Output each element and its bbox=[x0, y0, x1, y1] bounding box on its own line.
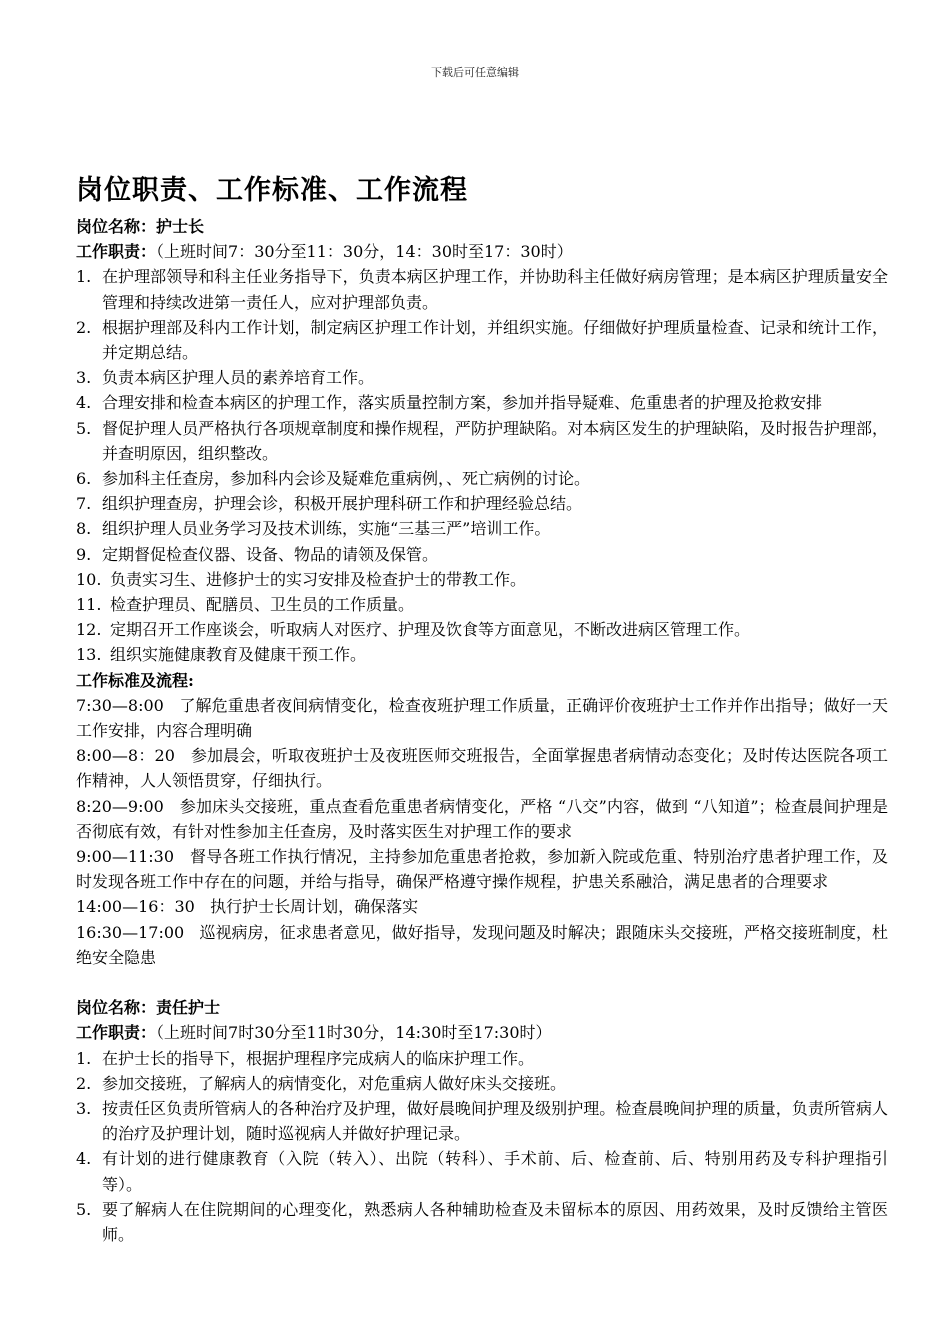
duty-label: 工作职责： bbox=[76, 242, 157, 262]
document-body bbox=[76, 170, 888, 1247]
item-number: 8. bbox=[76, 519, 92, 539]
schedule-time: 7:30—8:00 bbox=[76, 695, 164, 715]
duty-list bbox=[76, 264, 888, 667]
item-text: 合理安排和检查本病区的护理工作，落实质量控制方案，参加并指导疑难、危重患者的护理及抢救安排 bbox=[102, 393, 823, 413]
document-title: 岗位职责、工作标准、工作流程 bbox=[76, 175, 468, 206]
role-line bbox=[76, 995, 888, 1020]
item-text: 参加科主任查房，参加科内会诊及疑难危重病例，、死亡病例的讨论。 bbox=[102, 469, 591, 489]
item-text: 负责实习生、进修护士的实习安排及检查护士的带教工作。 bbox=[110, 569, 527, 589]
duty-item bbox=[76, 1071, 888, 1096]
item-number: 7. bbox=[76, 494, 92, 514]
duty-item bbox=[76, 1197, 888, 1247]
item-text: 检查护理员、配膳员、卫生员的工作质量。 bbox=[110, 595, 415, 615]
schedule-time: 14:00—16：30 bbox=[76, 897, 195, 917]
section-head-nurse bbox=[76, 214, 888, 970]
duty-item bbox=[76, 1046, 888, 1071]
duty-item bbox=[76, 567, 888, 592]
schedule-time: 8:00—8：20 bbox=[76, 746, 175, 766]
item-number: 5. bbox=[76, 1199, 92, 1219]
item-number: 2. bbox=[76, 317, 92, 337]
duty-hours: （上班时间7：30分至11：30分，14：30时至17：30时） bbox=[156, 242, 573, 262]
schedule-entry bbox=[76, 894, 888, 919]
role-name: 护士长 bbox=[156, 217, 205, 236]
item-number: 3. bbox=[76, 1098, 92, 1118]
schedule-text: 执行护士长周计划，确保落实 bbox=[210, 897, 419, 917]
schedule-time: 16:30—17:00 bbox=[76, 922, 185, 942]
schedule-time: 8:20—9:00 bbox=[76, 796, 164, 816]
duty-item bbox=[76, 315, 888, 365]
item-number: 11. bbox=[76, 595, 102, 615]
duty-item bbox=[76, 365, 888, 390]
item-number: 1. bbox=[76, 1048, 92, 1068]
schedule-text: 了解危重患者夜间病情变化，检查夜班护理工作质量，正确评价夜班护士工作并作出指导；做好一天工作安排，内容合理明确 bbox=[76, 695, 888, 741]
item-text: 组织实施健康教育及健康干预工作。 bbox=[110, 645, 367, 665]
role-name: 责任护士 bbox=[156, 998, 221, 1018]
duty-item bbox=[76, 1146, 888, 1196]
duty-item bbox=[76, 264, 888, 314]
duty-list bbox=[76, 1046, 888, 1248]
item-text: 按责任区负责所管病人的各种治疗及护理，做好晨晚间护理及级别护理。检查晨晚间护理的质量，负责所管病人的治疗及护理计划，随时巡视病人并做好护理记录。 bbox=[102, 1098, 888, 1144]
item-number: 6. bbox=[76, 469, 92, 489]
item-text: 要了解病人在住院期间的心理变化，熟悉病人各种辅助检查及未留标本的原因、用药效果，及时反馈给主管医师。 bbox=[102, 1199, 888, 1244]
duty-label: 工作职责： bbox=[76, 1023, 157, 1043]
duty-item bbox=[76, 390, 888, 415]
item-text: 根据护理部及科内工作计划，制定病区护理工作计划，并组织实施。仔细做好护理质量检查、记录和统计工作，并定期总结。 bbox=[102, 317, 888, 363]
item-number: 4. bbox=[76, 393, 92, 413]
item-number: 12. bbox=[76, 620, 102, 640]
role-line bbox=[76, 214, 888, 239]
item-text: 在护理部领导和科主任业务指导下，负责本病区护理工作，并协助科主任做好病房管理；是本病区护理质量安全管理和持续改进第一责任人，应对护理部负责。 bbox=[102, 267, 888, 312]
item-number: 3. bbox=[76, 368, 92, 388]
duty-item bbox=[76, 592, 888, 617]
duty-item bbox=[76, 491, 888, 516]
schedule-entry bbox=[76, 743, 888, 793]
item-text: 参加交接班，了解病人的病情变化，对危重病人做好床头交接班。 bbox=[102, 1073, 567, 1093]
item-number: 4. bbox=[76, 1149, 92, 1169]
item-text: 定期召开工作座谈会，听取病人对医疗、护理及饮食等方面意见，不断改进病区管理工作。 bbox=[110, 620, 751, 640]
duty-item bbox=[76, 617, 888, 642]
item-number: 2. bbox=[76, 1073, 92, 1093]
duty-item bbox=[76, 516, 888, 541]
item-text: 组织护理人员业务学习及技术训练，实施“三基三严”培训工作。 bbox=[102, 519, 551, 539]
item-number: 10. bbox=[76, 569, 102, 589]
header-note: 下载后可任意编辑 bbox=[431, 66, 519, 79]
duty-header-line bbox=[76, 239, 888, 264]
role-label: 岗位名称： bbox=[76, 217, 157, 236]
section-gap bbox=[76, 970, 888, 995]
section-responsible-nurse bbox=[76, 995, 888, 1247]
schedule-entry bbox=[76, 920, 888, 970]
schedule-text: 参加床头交接班，重点查看危重患者病情变化，严格 “八交”内容，做到 “八知道”；检查晨间护理是否彻底有效，有针对性参加主任查房，及时落实医生对护理工作的要求 bbox=[76, 796, 888, 841]
duty-item bbox=[76, 466, 888, 491]
duty-item bbox=[76, 542, 888, 567]
item-number: 1. bbox=[76, 267, 92, 287]
item-text: 负责本病区护理人员的素养培育工作。 bbox=[102, 368, 375, 388]
duty-item bbox=[76, 642, 888, 667]
item-text: 在护士长的指导下，根据护理程序完成病人的临床护理工作。 bbox=[102, 1048, 535, 1068]
duty-hours: （上班时间7时30分至11时30分，14:30时至17:30时） bbox=[156, 1023, 552, 1043]
standard-label: 工作标准及流程: bbox=[76, 670, 194, 690]
role-label: 岗位名称： bbox=[76, 998, 157, 1018]
item-text: 定期督促检查仪器、设备、物品的请领及保管。 bbox=[102, 544, 439, 564]
schedule-entry bbox=[76, 794, 888, 844]
schedule-entry bbox=[76, 693, 888, 743]
schedule-list bbox=[76, 693, 888, 970]
item-text: 督促护理人员严格执行各项规章制度和操作规程，严防护理缺陷。对本病区发生的护理缺陷，及时报告护理部，并查明原因，组织整改。 bbox=[102, 418, 888, 463]
schedule-text: 督导各班工作执行情况，主持参加危重患者抢救，参加新入院或危重、特别治疗患者护理工作，及时发现各班工作中存在的问题，并给与指导，确保严格遵守操作规程，护患关系融洽，满足患者的合理要求 bbox=[76, 847, 888, 892]
item-number: 5. bbox=[76, 418, 92, 438]
duty-header-line bbox=[76, 1020, 888, 1045]
schedule-time: 9:00—11:30 bbox=[76, 847, 175, 867]
duty-item bbox=[76, 416, 888, 466]
item-text: 有计划的进行健康教育（入院（转入）、出院（转科）、手术前、后、检查前、后、特别用药及专科护理指引等）。 bbox=[102, 1149, 888, 1194]
item-number: 9. bbox=[76, 544, 92, 564]
item-number: 13. bbox=[76, 645, 102, 665]
schedule-text: 巡视病房，征求患者意见，做好指导，发现问题及时解决；跟随床头交接班，严格交接班制度，杜绝安全隐患 bbox=[76, 922, 888, 967]
schedule-text: 参加晨会，听取夜班护士及夜班医师交班报告，全面掌握患者病情动态变化；及时传达医院各项工作精神，人人领悟贯穿，仔细执行。 bbox=[76, 746, 888, 791]
schedule-entry bbox=[76, 844, 888, 894]
item-text: 组织护理查房，护理会诊，积极开展护理科研工作和护理经验总结。 bbox=[102, 494, 583, 514]
duty-item bbox=[76, 1096, 888, 1146]
